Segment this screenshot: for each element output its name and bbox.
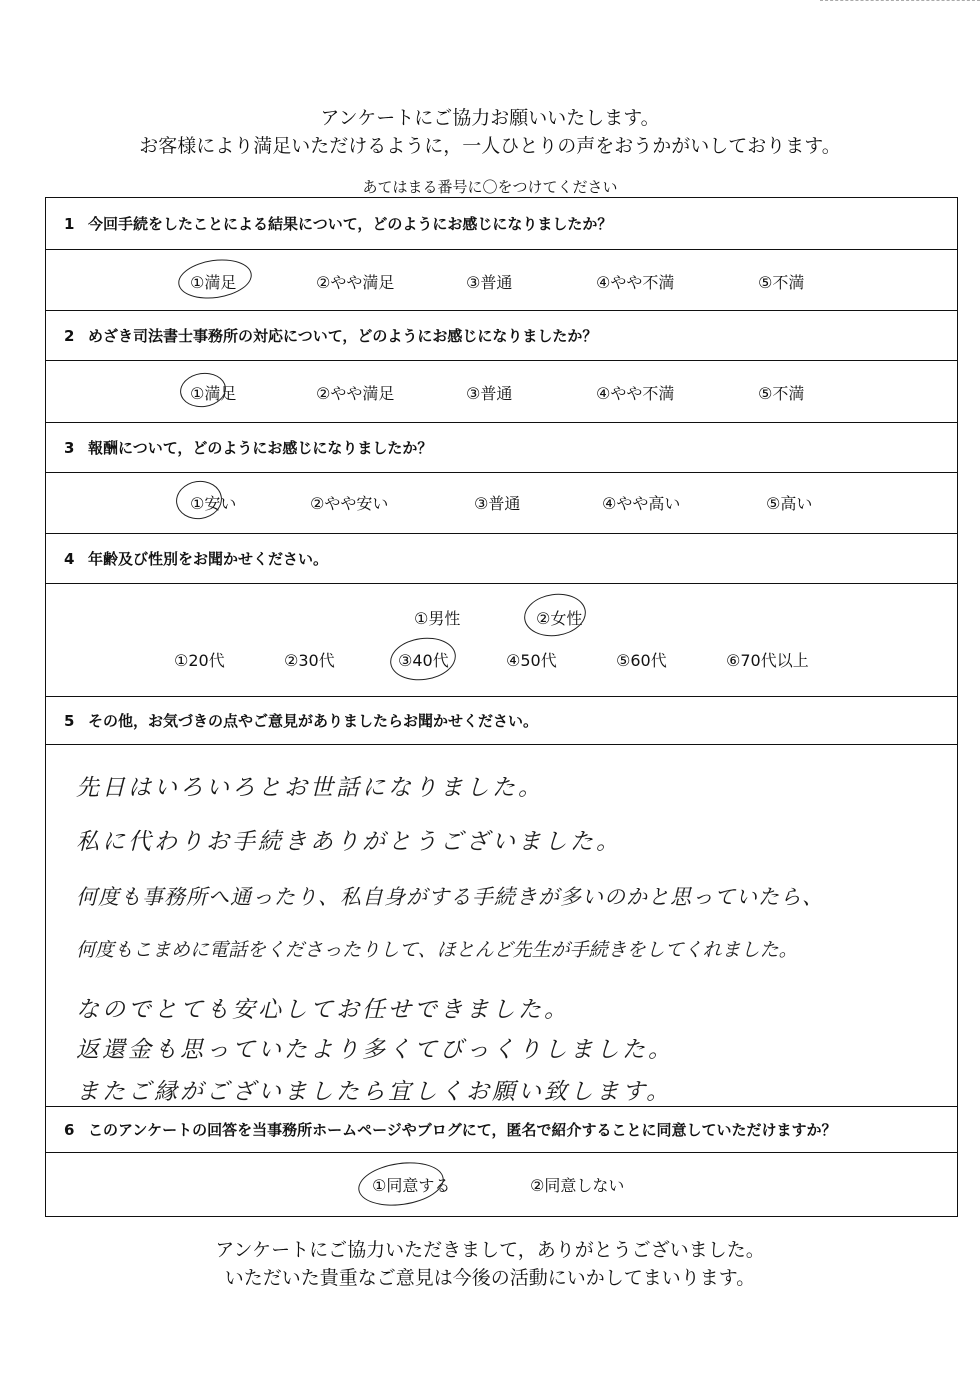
option-cheap[interactable]: ①安い — [190, 494, 237, 513]
option-age-60s[interactable]: ⑤60代 — [616, 651, 667, 670]
answer-circle-mark — [178, 370, 228, 410]
option-neutral[interactable]: ③普通 — [466, 384, 513, 403]
option-expensive[interactable]: ⑤高い — [766, 494, 813, 513]
option-satisfied[interactable]: ①満足 — [190, 384, 237, 403]
footer-note: いただいた貴重なご意見は今後の活動にいかしてまいります。 — [224, 1267, 756, 1289]
handwritten-comment-line: 何度も事務所へ通ったり、私自身がする手続きが多いのかと思っていたら、 — [76, 885, 824, 909]
scan-edge-mark — [820, 0, 980, 5]
option-somewhat-expensive[interactable]: ④やや高い — [602, 494, 681, 513]
option-neutral[interactable]: ③普通 — [466, 273, 513, 292]
question-number: 2 — [64, 326, 75, 345]
option-somewhat-dissatisfied[interactable]: ④やや不満 — [596, 384, 675, 403]
question-text: めざき司法書士事務所の対応について，どのようにお感じになりましたか？ — [88, 327, 598, 345]
option-age-50s[interactable]: ④50代 — [506, 651, 557, 670]
question-4-header — [46, 534, 957, 584]
question-3-options — [46, 473, 957, 534]
answer-circle-mark — [174, 478, 225, 522]
handwritten-comment-line: 先日はいろいろとお世話になりました。 — [76, 775, 544, 801]
question-text: このアンケートの回答を当事務所ホームページやブログにて，匿名で紹介することに同意していただけますか？ — [88, 1121, 837, 1139]
question-text: その他，お気づきの点やご意見がありましたらお聞かせください。 — [88, 712, 539, 730]
option-somewhat-satisfied[interactable]: ②やや満足 — [316, 273, 395, 292]
question-2-options — [46, 361, 957, 423]
survey-form — [45, 197, 958, 1107]
survey-title: アンケートにご協力お願いいたします。 — [320, 107, 660, 129]
question-number: 5 — [64, 711, 75, 730]
question-6-options — [46, 1153, 957, 1215]
option-neutral[interactable]: ③普通 — [474, 494, 521, 513]
question-number: 3 — [64, 438, 75, 457]
option-age-30s[interactable]: ②30代 — [284, 651, 335, 670]
handwritten-comment-line: 私に代わりお手続きありがとうございました。 — [76, 829, 622, 855]
option-somewhat-satisfied[interactable]: ②やや満足 — [316, 384, 395, 403]
option-somewhat-dissatisfied[interactable]: ④やや不満 — [596, 273, 675, 292]
question-1-header — [46, 198, 957, 250]
handwritten-comment-line: 返還金も思っていたより多くてびっくりしました。 — [76, 1037, 674, 1063]
question-4-options — [46, 584, 957, 697]
question-1-options — [46, 250, 957, 311]
answer-circle-mark — [521, 590, 588, 640]
question-number: 4 — [64, 549, 75, 568]
option-age-20s[interactable]: ①20代 — [174, 651, 225, 670]
option-agree[interactable]: ①同意する — [372, 1176, 451, 1195]
answer-circle-mark — [176, 255, 255, 303]
option-somewhat-cheap[interactable]: ②やや安い — [310, 494, 389, 513]
option-satisfied[interactable]: ①満足 — [190, 273, 237, 292]
question-text: 報酬について，どのようにお感じになりましたか？ — [88, 439, 433, 457]
comment-area[interactable] — [46, 745, 957, 1109]
footer-thanks: アンケートにご協力いただきまして，ありがとうございました。 — [215, 1239, 765, 1261]
handwritten-comment-line: またご縁がございましたら宜しくお願い致します。 — [76, 1079, 673, 1105]
answer-circle-mark — [355, 1157, 446, 1211]
option-disagree[interactable]: ②同意しない — [530, 1176, 625, 1195]
option-female[interactable]: ②女性 — [536, 609, 583, 628]
question-5-header — [46, 697, 957, 745]
question-number: 6 — [64, 1120, 75, 1139]
question-number: 1 — [64, 214, 75, 233]
consent-form — [45, 1107, 958, 1217]
option-dissatisfied[interactable]: ⑤不満 — [758, 273, 805, 292]
option-male[interactable]: ①男性 — [414, 609, 461, 628]
handwritten-comment-line: 何度もこまめに電話をくださったりして、ほとんど先生が手続きをしてくれました。 — [76, 939, 798, 961]
question-6-header — [46, 1107, 957, 1153]
option-dissatisfied[interactable]: ⑤不満 — [758, 384, 805, 403]
survey-subtitle: お客様により満足いただけるように，一人ひとりの声をおうかがいしております。 — [139, 135, 841, 157]
question-text: 年齢及び性別をお聞かせください。 — [88, 550, 329, 568]
handwritten-comment-line: なのでとても安心してお任せできました。 — [76, 997, 570, 1023]
option-age-40s[interactable]: ③40代 — [398, 651, 449, 670]
option-age-70s-plus[interactable]: ⑥70代以上 — [726, 651, 809, 670]
answer-circle-mark — [387, 634, 458, 685]
instruction-text: あてはまる番号に〇をつけてください — [362, 178, 618, 196]
question-3-header — [46, 423, 957, 473]
question-2-header — [46, 311, 957, 361]
question-text: 今回手続をしたことによる結果について，どのようにお感じになりましたか？ — [88, 215, 613, 233]
